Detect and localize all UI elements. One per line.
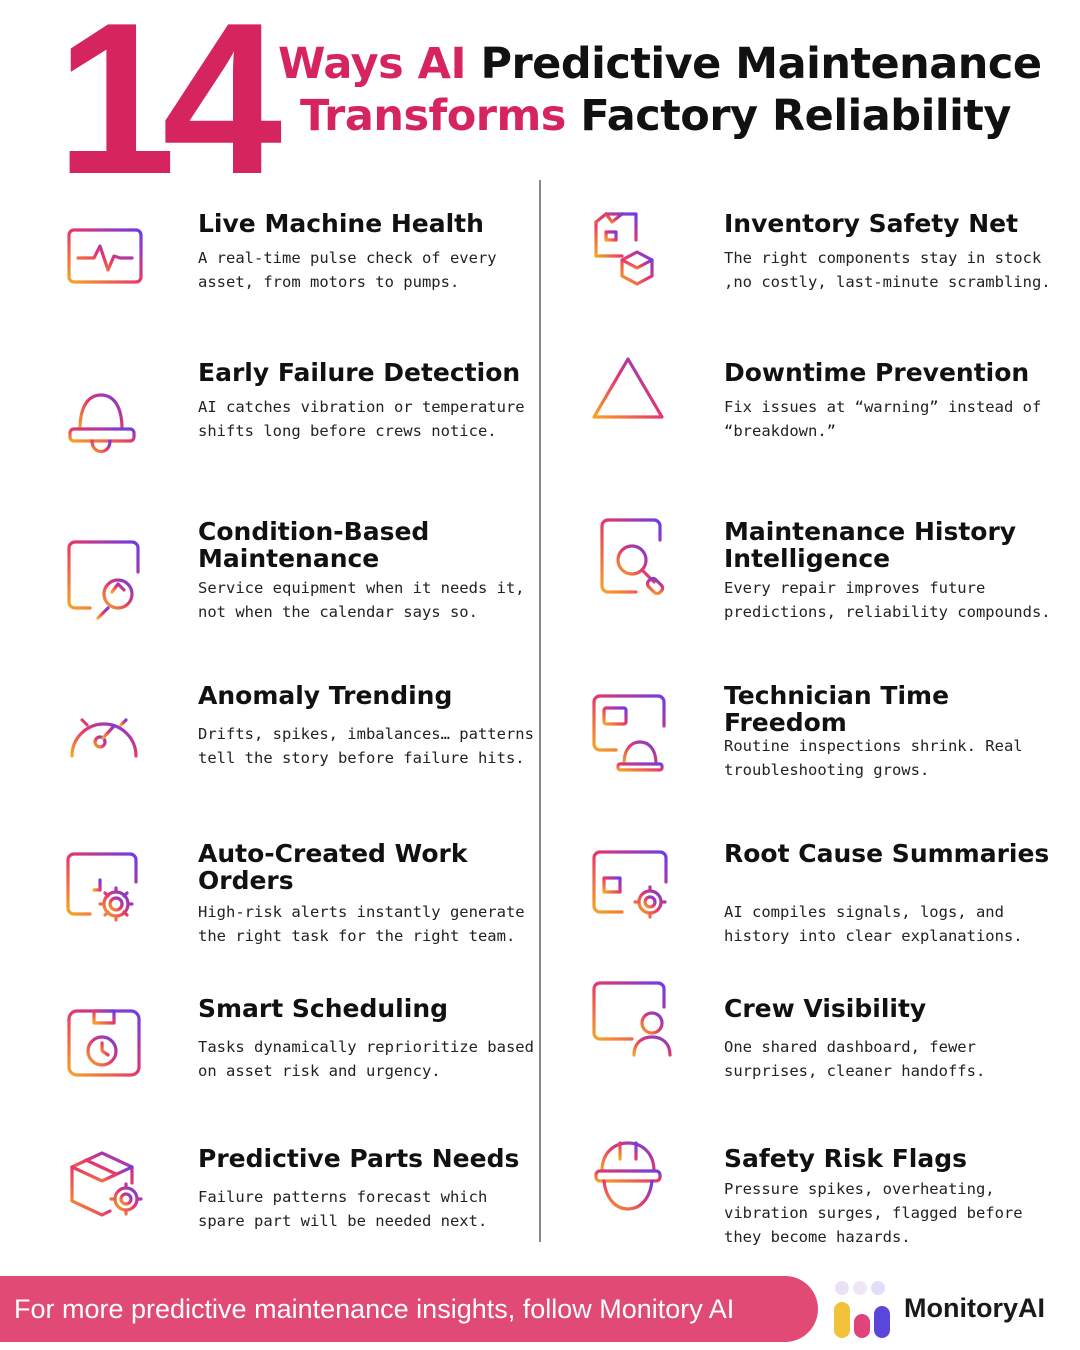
title-accent-1: Ways AI <box>278 39 466 89</box>
browser-gear-icon <box>592 850 676 934</box>
title-accent-2: Transforms <box>300 91 566 141</box>
cta-banner[interactable] <box>0 1276 818 1342</box>
monitor-pulse-icon <box>66 226 150 310</box>
window-gear-icon <box>66 852 150 936</box>
item-title: Condition-Based Maintenance <box>198 517 430 573</box>
item-description: A real-time pulse check of every asset, from motors to pumps. <box>198 249 497 291</box>
item-title: Early Failure Detection <box>198 358 521 387</box>
item-description: AI compiles signals, logs, and history into clear explanations. <box>724 903 1023 945</box>
box-clock-icon <box>66 1007 150 1091</box>
item-description: Pressure spikes, overheating, vibration surges, flagged before they become hazards. <box>724 1180 1023 1246</box>
item-title: Downtime Prevention <box>724 358 1030 387</box>
item-title: Auto-Created Work Orders <box>198 839 468 895</box>
title-text-1: Predictive Maintenance <box>465 39 1042 89</box>
headline-number: 14 <box>56 0 269 219</box>
monitor-user-icon <box>592 981 676 1065</box>
package-gear-icon <box>66 1147 150 1231</box>
page-title <box>278 38 1068 142</box>
bell-icon <box>66 379 150 463</box>
item-description: Tasks dynamically reprioritize based on asset risk and urgency. <box>198 1038 534 1080</box>
item-title: Crew Visibility <box>724 994 927 1023</box>
item-description: Drifts, spikes, imbalances… patterns tell the story before failure hits. <box>198 725 534 767</box>
item-description: Failure patterns forecast which spare part will be needed next. <box>198 1188 488 1230</box>
logo-mark-icon <box>830 1278 900 1342</box>
title-text-2: Factory Reliability <box>565 91 1011 141</box>
column-divider <box>539 180 541 1242</box>
boxes-icon <box>592 210 676 294</box>
item-title: Technician Time Freedom <box>724 681 950 737</box>
item-title: Root Cause Summaries <box>724 839 1050 868</box>
item-description: Fix issues at “warning” instead of “breakdown.” <box>724 398 1042 440</box>
item-description: One shared dashboard, fewer surprises, cleaner handoffs. <box>724 1038 986 1080</box>
item-title: Anomaly Trending <box>198 681 453 710</box>
hard-hat-icon <box>592 1135 676 1219</box>
document-search-icon <box>592 518 676 602</box>
warning-icon <box>592 357 676 441</box>
report-icon <box>66 538 150 622</box>
item-description: Routine inspections shrink. Real troubleshooting grows. <box>724 737 1023 779</box>
item-title: Predictive Parts Needs <box>198 1144 520 1173</box>
brand-name: MonitoryAI <box>904 1293 1045 1323</box>
item-title: Inventory Safety Net <box>724 209 1019 238</box>
item-title: Maintenance History Intelligence <box>724 517 1017 573</box>
item-title: Safety Risk Flags <box>724 1144 967 1173</box>
item-description: The right components stay in stock ,no costly, last-minute scrambling. <box>724 249 1051 291</box>
item-title: Smart Scheduling <box>198 994 449 1023</box>
item-title: Live Machine Health <box>198 209 484 238</box>
item-description: Every repair improves future predictions, reliability compounds. <box>724 579 1051 621</box>
item-description: Service equipment when it needs it, not when the calendar says so. <box>198 579 525 621</box>
cta-text: For more predictive maintenance insights, follow Monitory AI <box>14 1294 735 1324</box>
gauge-icon <box>66 698 150 782</box>
dashboard-helmet-icon <box>592 694 676 778</box>
brand-logo <box>830 1278 1070 1342</box>
item-description: High-risk alerts instantly generate the right task for the right team. <box>198 903 525 945</box>
item-description: AI catches vibration or temperature shifts long before crews notice. <box>198 398 525 440</box>
